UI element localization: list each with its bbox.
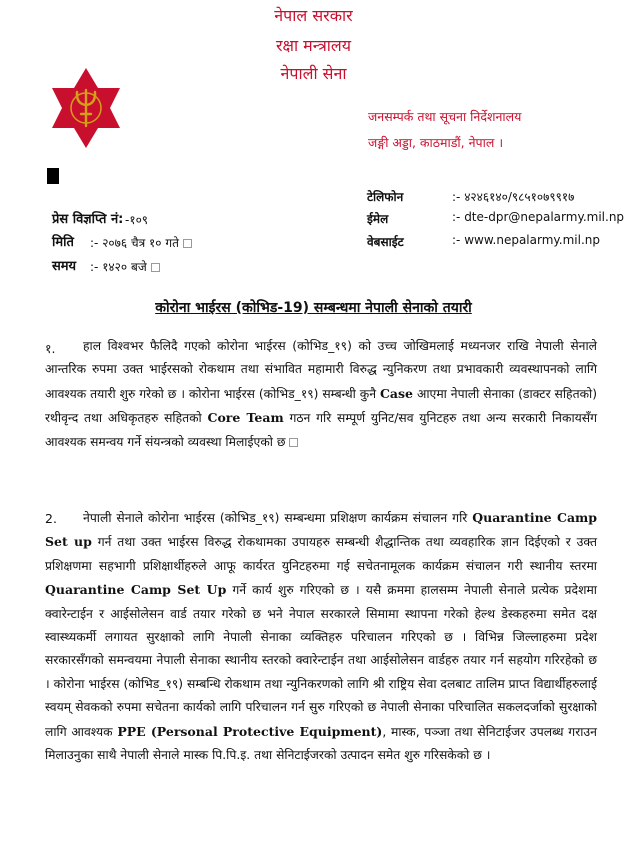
date-label: मिति — [52, 235, 74, 250]
placeholder-box-icon — [151, 263, 160, 272]
para1-number: १. — [45, 341, 56, 356]
press-release-number: -१०९ — [125, 213, 149, 227]
email-value[interactable]: :- dte-dpr@nepalarmy.mil.np — [452, 210, 625, 224]
time-label: समय — [52, 259, 77, 274]
paragraph-2 — [45, 506, 597, 767]
website-value[interactable]: :- www.nepalarmy.mil.np — [452, 233, 601, 247]
para2-text-4: , मास्क, पञ्जा तथा सेनिटाईजर उपलब्ध गराउन मिलाउनुका साथै नेपाली सेनाले मास्क पि.पि.इ. तथा सेनिटाईजरको उत्पादन समेत शुरु गरिसकेको छ । — [45, 724, 597, 763]
phone-label: टेलिफोन — [367, 190, 404, 204]
para2-bold-ppe: PPE (Personal Protective Equipment) — [117, 723, 383, 739]
para2-text-3: गर्ने कार्य शुरु गरिएको छ । यसै क्रममा हालसम्म नेपाली सेनाले प्रत्येक प्रदेशमा क्वारेन्टाईन र आईसोलेसन वार्ड तयार गरेको छ भने नेपाल सरकारले सिमामा स्थापना गरेको हेल्थ डेस्कहरुमा समेत दक्ष स्वास्थ्यकर्मी लगायत सुरक्षाको लागि नेपाली सेनाका व्यक्तिहरु परिचालन गरिएको छ । विभिन्न जिल्लाहरुमा प्रदेश सरकारसँगको समन्वयमा नेपाली सेनाका स्थानीय स्तरको क्वारेन्टाईन तथा आईसोलेसन वार्डहरु तयार गर्न सहयोग गरिरहेको छ । कोरोना भाईरस (कोभिड_१९) सम्बन्धि रोकथाम तथा न्युनिकरणको लागि श्री राष्ट्रिय सेवा दलबाट तालिम प्राप्त विद्यार्थीहरुलाई स्वयम् सेवकको रुपमा सचेतना कार्यको लागि परिचालन गर्न सुरु गरिएको छ नेपाली सेनाका परिचालित सकलदर्जाको सुरक्षाको लागि आवश्यक — [45, 583, 597, 739]
para2-number: 2. — [45, 511, 57, 526]
date-value — [90, 234, 192, 251]
date-text: :- २०७६ चैत्र १० गते — [90, 236, 179, 250]
redaction-block — [47, 168, 59, 184]
paragraph-1 — [45, 335, 597, 454]
para2-bold-quarantine-1: Quarantine Camp Set up — [45, 510, 598, 550]
placeholder-box-icon — [183, 239, 192, 248]
ministry-name: रक्षा मन्त्रालय — [275, 36, 352, 55]
department-address: जङ्गी अड्डा, काठमाडौं, नेपाल । — [368, 135, 504, 150]
email-label: ईमेल — [367, 212, 389, 226]
para2-text-2: गर्न तथा उक्त भाईरस विरुद्ध रोकथामका उपायहरु सम्बन्धी शैद्धान्तिक तथा व्यवहारिक ज्ञान दिईएको र उक्त प्रशिक्षणमा सहभागी प्रशिक्षार्थीहरुले आफू कार्यरत युनिटहरुमा गई सचेतनामूलक कार्यक्रम संचालन गरी स्थानीय स्तरमा — [45, 535, 597, 573]
government-name: नेपाल सरकार — [274, 6, 353, 25]
document-title: कोरोना भाईरस (कोभिड-19) सम्बन्धमा नेपाली सेनाको तयारी — [155, 300, 472, 316]
para2-bold-quarantine-2: Quarantine Camp Set Up — [45, 582, 227, 598]
para1-text-1: हाल विश्वभर फैलिदै गएको कोरोना भाईरस (कोभिड_१९) को उच्च जोखिमलाई मध्यनजर राखि नेपाली सेनाले आन्तरिक रुपमा उक्त भाईरसको रोकथाम तथा संभावित महामारी विरुद्ध न्युनिकरण तथा प्रभावकारी व्यवस्थापनको लागि आवश्यक तयारी शुरु गरेको छ । कोरोना भाईरस (कोभिड_१९) सम्बन्धी कुनै — [45, 339, 597, 401]
placeholder-box-icon — [289, 438, 298, 447]
nepal-army-emblem-icon — [50, 66, 122, 150]
phone-value: :- ४२४६१४०/९८५१०७९९१७ — [452, 190, 575, 204]
para1-text-2: आएमा नेपाली सेनाका (डाक्टर सहितको) रथीवृन्द तथा अधिकृतहरु सहितको — [45, 386, 597, 426]
army-name: नेपाली सेना — [280, 64, 347, 83]
website-label: वेबसाईट — [367, 235, 404, 249]
time-text: :- १४२० बजे — [90, 260, 147, 274]
press-release-label: प्रेस विज्ञप्ति नं: — [52, 212, 124, 227]
department-name: जनसम्पर्क तथा सूचना निर्देशनालय — [368, 109, 522, 124]
time-value — [90, 258, 160, 275]
para1-text-3: गठन गरि सम्पूर्ण युनिट/सव युनिटहरु तथा अन्य सरकारी निकायसँग आवश्यक समन्वय गर्ने संयन्त्रको व्यवस्था मिलाईएको छ — [45, 411, 598, 449]
para1-bold-core-team: Core Team — [207, 410, 284, 426]
para2-text-1: नेपाली सेनाले कोरोना भाईरस (कोभिड_१९) सम्बन्धमा प्रशिक्षण कार्यक्रम संचालन गरि — [83, 511, 473, 525]
para1-bold-case: Case — [379, 385, 414, 401]
